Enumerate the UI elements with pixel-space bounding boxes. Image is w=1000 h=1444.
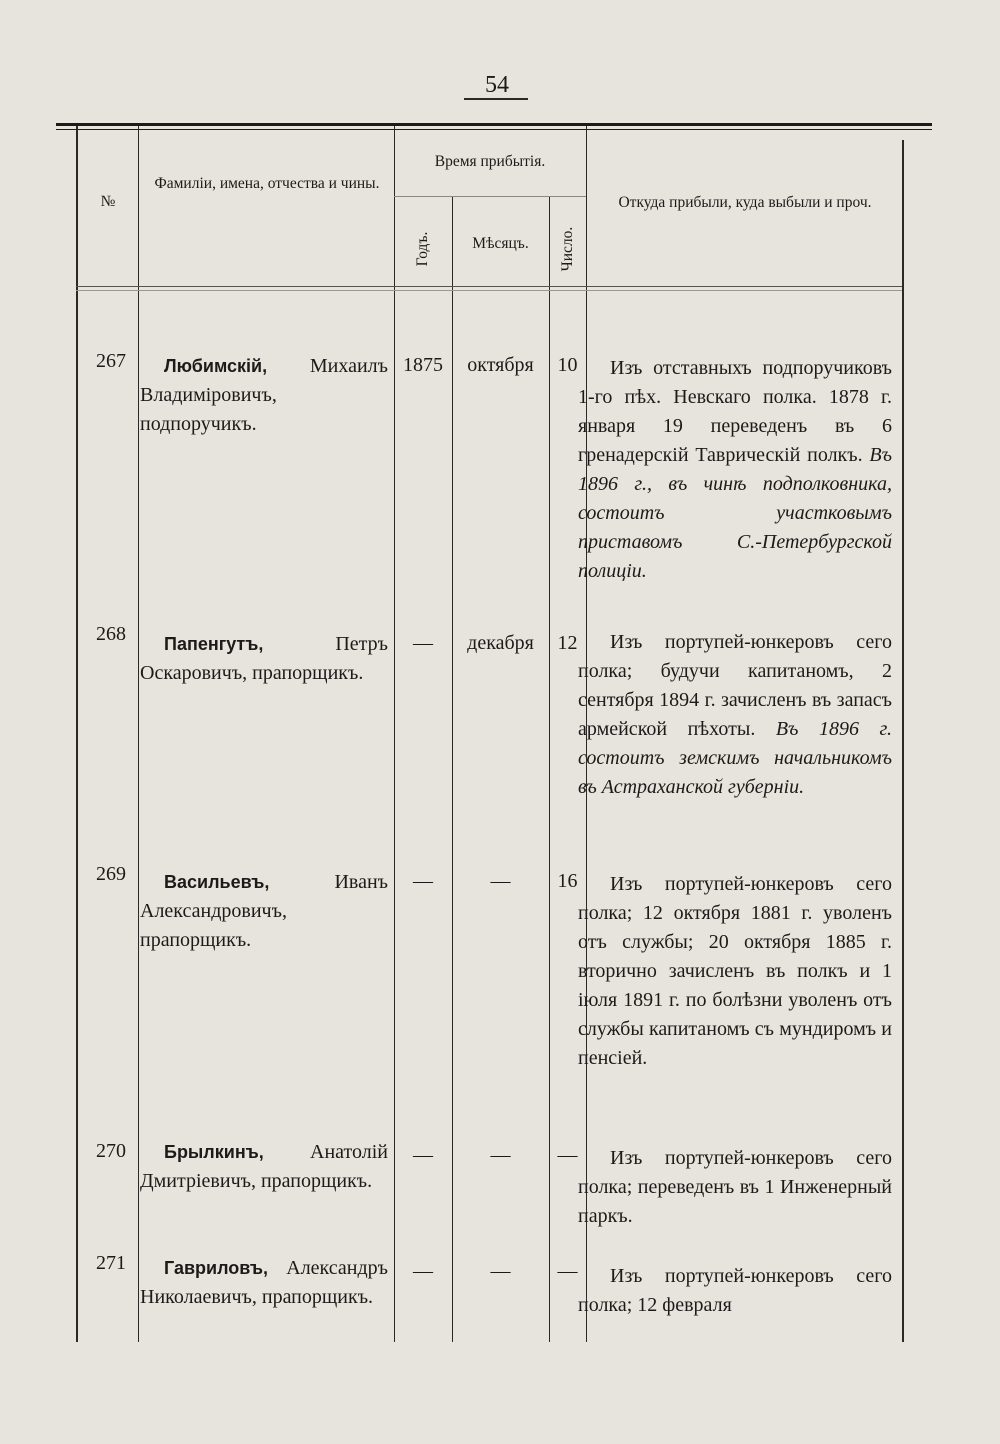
table-top-rule-thin xyxy=(56,129,932,130)
row-month: — xyxy=(490,1144,511,1166)
row-number: 271 xyxy=(96,1252,126,1274)
row-surname: Гавриловъ, xyxy=(164,1258,269,1278)
row-name-rest: Александръ Николаевичъ, прапорщикъ. xyxy=(140,1257,388,1308)
row-month: — xyxy=(490,870,511,892)
row-surname: Папенгутъ, xyxy=(164,634,264,654)
header-number: № xyxy=(100,193,116,210)
row-name xyxy=(140,630,388,688)
remark-italic: Въ 1896 г. состоитъ земскимъ начальникомъ въ Астраханской губерніи. xyxy=(578,718,892,798)
header-day: Число. xyxy=(559,226,576,272)
row-surname: Брылкинъ, xyxy=(164,1142,264,1162)
row-day: 16 xyxy=(557,870,578,892)
header-bottom-rule-thin xyxy=(76,290,902,291)
row-number: 270 xyxy=(96,1140,126,1162)
row-name xyxy=(140,1138,388,1196)
row-month: — xyxy=(490,1260,511,1282)
remark-text: Изъ отставныхъ подпоручиковъ 1-го пѣх. Невскаго полка. 1878 г. января 19 переведенъ въ 6 гренадерскій Таврическій полкъ. xyxy=(578,357,892,466)
header-remarks: Откуда прибыли, куда выбыли и проч. xyxy=(618,194,872,211)
remark-text: Изъ портупей-юнкеровъ сего полка; будучи капитаномъ, 2 сентября 1894 г. зачисленъ въ запасъ армейской пѣхоты. xyxy=(578,631,892,740)
row-year: — xyxy=(413,1260,433,1282)
row-name-rest: Анатолій Дмитріевичъ, прапорщикъ. xyxy=(140,1141,388,1192)
header-year: Годъ. xyxy=(414,231,431,267)
row-remark xyxy=(578,628,892,802)
row-name-rest: Михаилъ Владимiровичъ, подпоручикъ. xyxy=(140,355,388,435)
column-divider xyxy=(76,126,78,1342)
row-day: — xyxy=(557,1144,578,1166)
time-header-rule xyxy=(394,196,586,197)
row-remark xyxy=(578,354,892,586)
column-divider xyxy=(902,140,904,1342)
row-year: 1875 xyxy=(403,354,443,376)
row-year: — xyxy=(413,1144,433,1166)
header-bottom-rule xyxy=(76,286,902,287)
row-surname: Васильевъ, xyxy=(164,872,270,892)
remark-text: Изъ портупей-юнкеровъ сего полка; 12 октября 1881 г. уволенъ отъ службы; 20 октября 1885 г. вторично зачисленъ въ полкъ и 1 іюля 1891 г. по болѣзни уволенъ отъ службы капитаномъ съ мундиромъ и пенсіей. xyxy=(578,873,892,1069)
remark-text: Изъ портупей-юнкеровъ сего полка; 12 февраля xyxy=(578,1265,892,1316)
header-month: Мѣсяцъ. xyxy=(472,235,529,252)
row-day: 12 xyxy=(557,632,578,654)
row-number: 267 xyxy=(96,350,126,372)
header-names: Фамиліи, имена, отчества и чины. xyxy=(154,175,380,192)
page-number: 54 xyxy=(485,72,509,98)
remark-italic: Въ 1896 г., въ чинѣ подполковника, состоитъ участковымъ приставомъ С.-Петербургской полиціи. xyxy=(578,444,892,582)
row-name-rest: Иванъ Александровичъ, прапорщикъ. xyxy=(140,871,388,951)
row-number: 268 xyxy=(96,623,126,645)
row-number: 269 xyxy=(96,863,126,885)
row-remark xyxy=(578,1144,892,1231)
header-arrival-time: Время прибытія. xyxy=(434,153,546,170)
row-remark xyxy=(578,870,892,1073)
row-year: — xyxy=(413,870,433,892)
row-name xyxy=(140,868,388,955)
page-number-underline xyxy=(464,98,528,100)
row-month: декабря xyxy=(467,632,534,654)
row-name xyxy=(140,352,388,439)
row-day: — xyxy=(557,1260,578,1282)
row-name-rest: Петръ Оскаровичъ, прапорщикъ. xyxy=(140,633,388,684)
row-remark xyxy=(578,1262,892,1320)
table-top-rule xyxy=(56,123,932,126)
row-surname: Любимскій, xyxy=(164,356,268,376)
row-month: октября xyxy=(467,354,534,376)
column-divider xyxy=(138,126,139,1342)
row-day: 10 xyxy=(557,354,578,376)
row-name xyxy=(140,1254,388,1312)
remark-text: Изъ портупей-юнкеровъ сего полка; переведенъ въ 1 Инженерный паркъ. xyxy=(578,1147,892,1227)
row-year: — xyxy=(413,632,433,654)
